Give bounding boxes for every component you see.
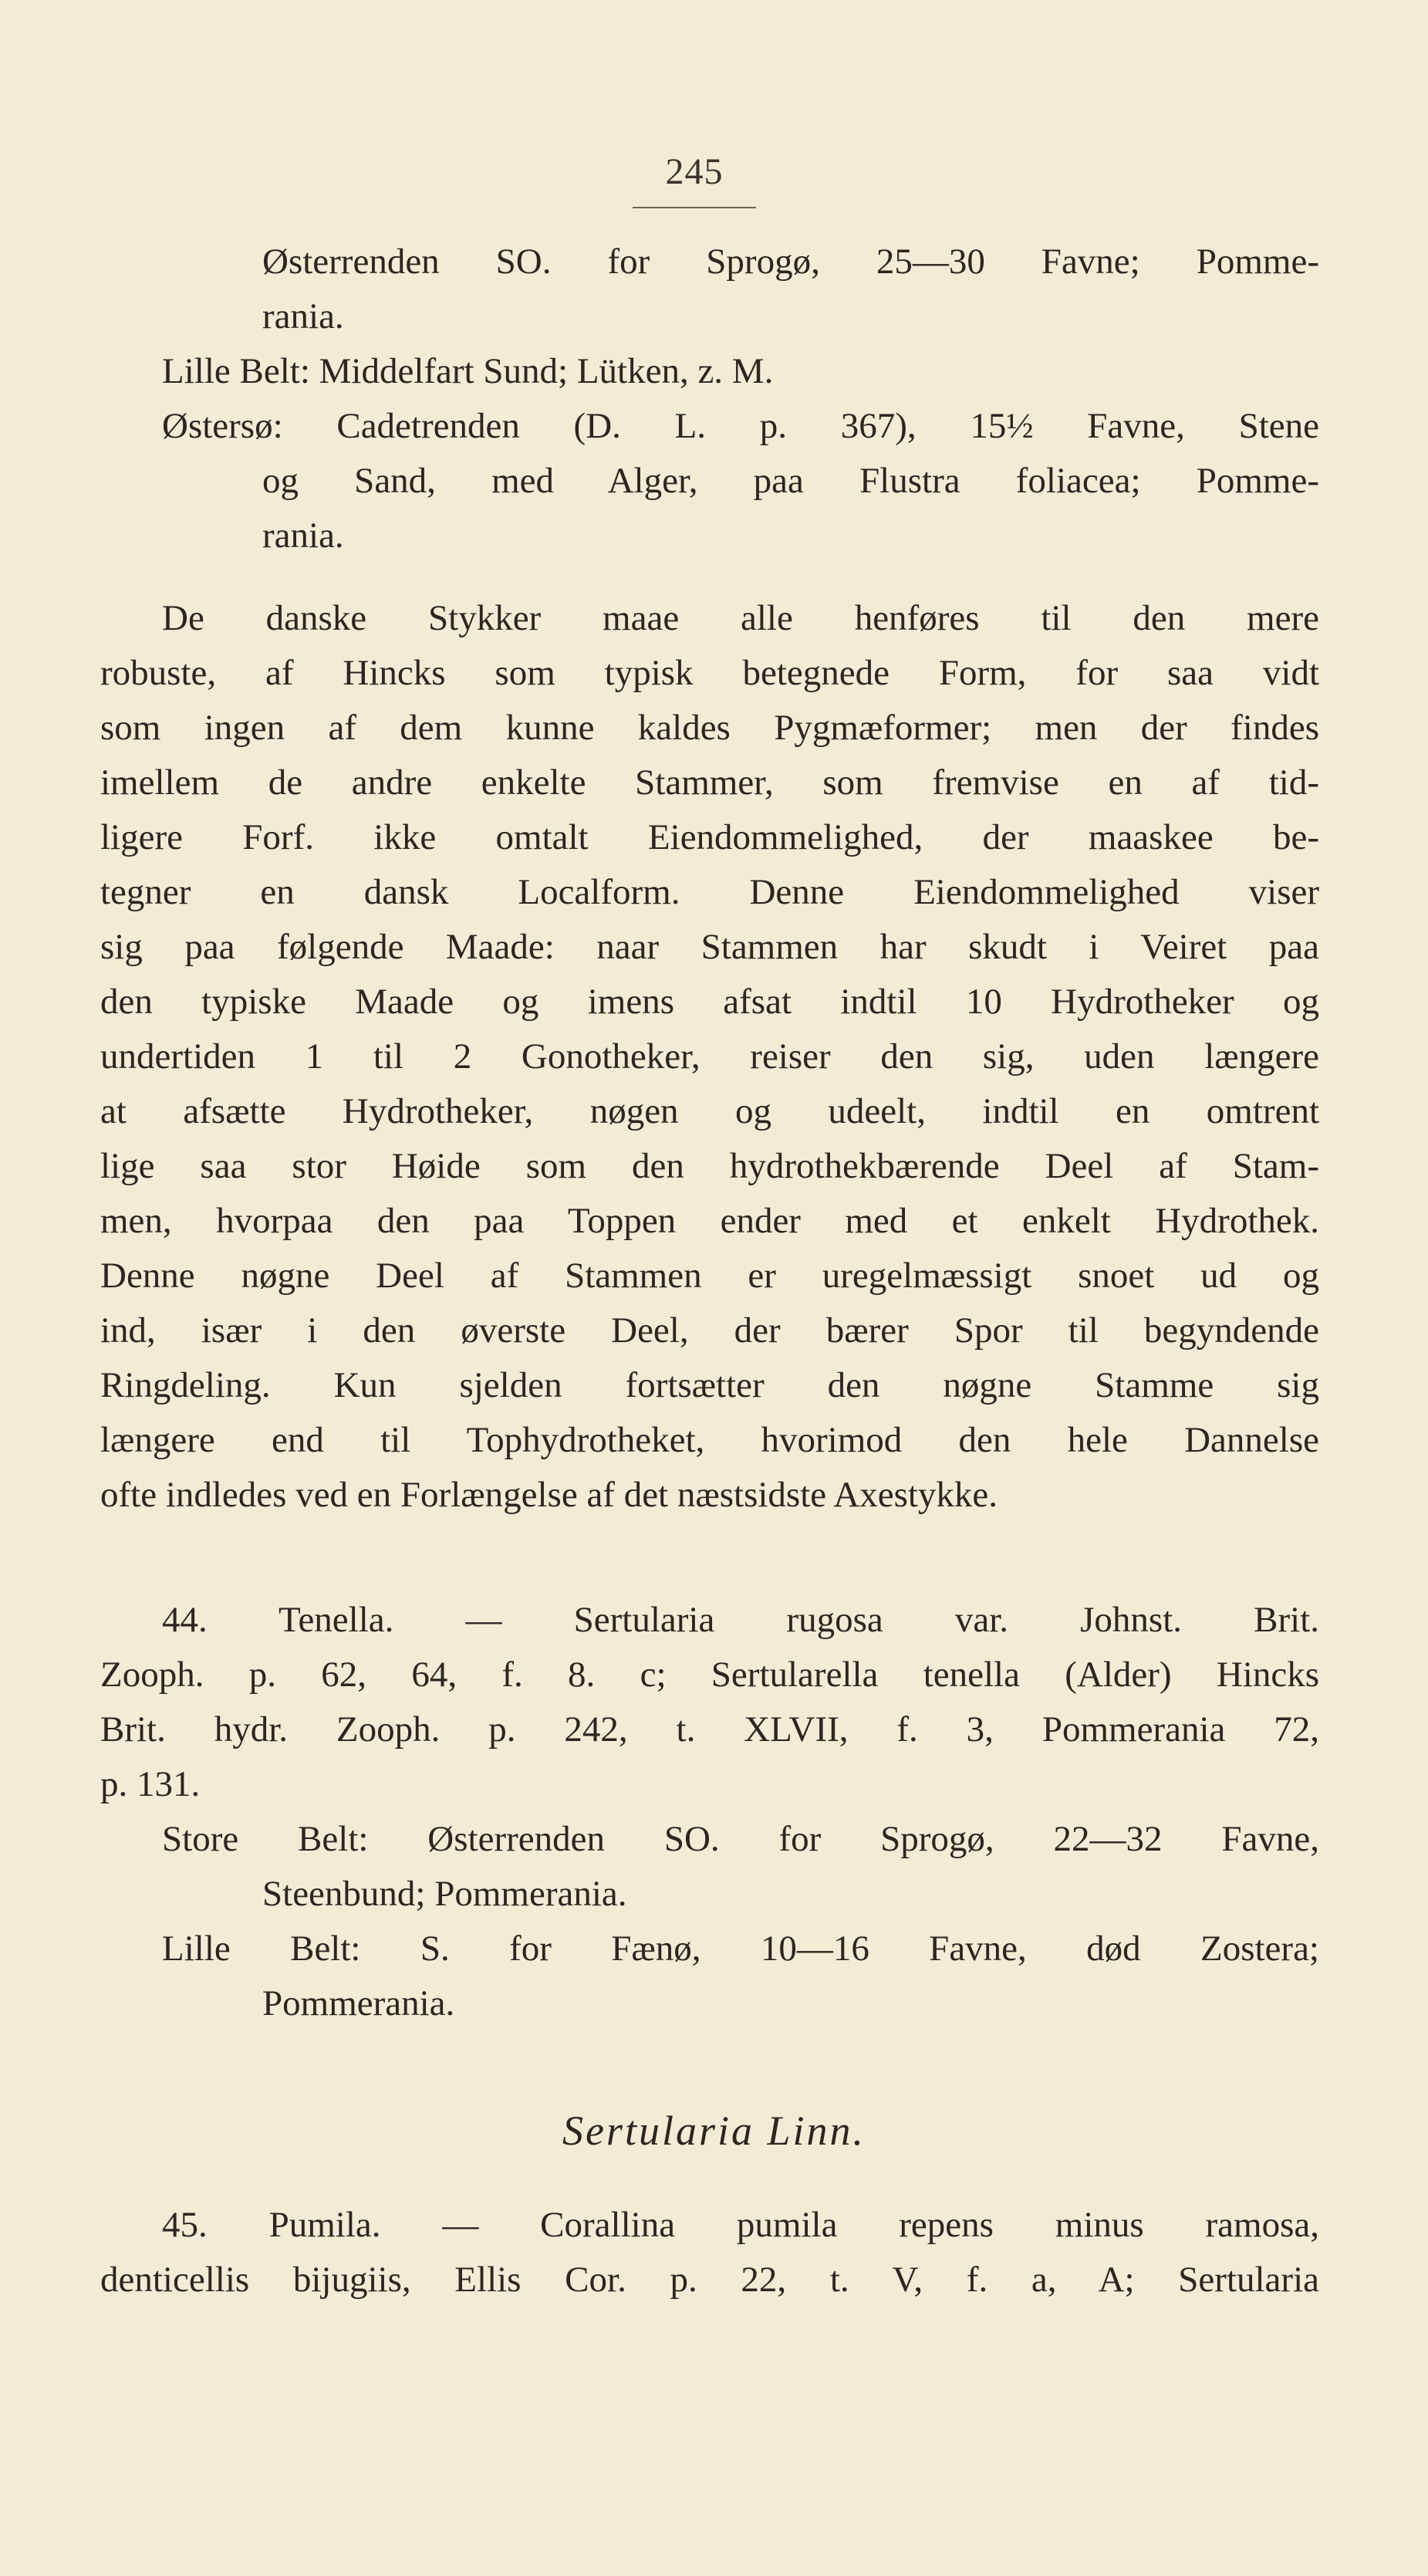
text-line: rania. xyxy=(262,296,344,336)
text-line: De danske Stykker maae alle henføres til den mere xyxy=(162,598,1319,638)
text-line: Zooph. p. 62, 64, f. 8. c; Sertularella tenella (Alder) Hincks xyxy=(100,1655,1319,1695)
locality-block-top xyxy=(100,235,1319,563)
text-line: ofte indledes ved en Forlængelse af det næstsidste Axestykke. xyxy=(100,1475,998,1515)
text-line: og Sand, med Alger, paa Flustra foliacea; Pomme- xyxy=(262,461,1319,501)
text-line: rania. xyxy=(262,516,344,556)
text-line: 44. Tenella. — Sertularia rugosa var. Johnst. Brit. xyxy=(162,1600,1319,1640)
text-line: Lille Belt: S. for Fænø, 10—16 Favne, død Zostera; xyxy=(162,1929,1319,1969)
body-paragraph xyxy=(100,591,1319,1523)
text-line: men, hvorpaa den paa Toppen ender med et enkelt Hydrothek. xyxy=(100,1201,1319,1241)
text-line: p. 131. xyxy=(100,1764,201,1804)
text-line: den typiske Maade og imens afsat indtil 10 Hydrotheker og xyxy=(100,982,1319,1022)
species-entry-45 xyxy=(100,2198,1319,2307)
text-line: længere end til Tophydrotheket, hvorimod den hele Dannelse xyxy=(100,1420,1319,1460)
species-entry-44-localities xyxy=(100,1812,1319,2031)
text-line: Store Belt: Østerrenden SO. for Sprogø, 22—32 Favne, xyxy=(162,1819,1319,1859)
text-line: ind, især i den øverste Deel, der bærer Spor til begyndende xyxy=(100,1310,1319,1351)
text-line: Brit. hydr. Zooph. p. 242, t. XLVII, f. 3, Pommerania 72, xyxy=(100,1709,1319,1749)
species-entry-44 xyxy=(100,1593,1319,1812)
text-line: Pommerania. xyxy=(262,1983,455,2023)
text-line: imellem de andre enkelte Stammer, som fremvise en af tid- xyxy=(100,762,1319,803)
text-line: Ringdeling. Kun sjelden fortsætter den nøgne Stamme sig xyxy=(100,1365,1319,1405)
text-line: lige saa stor Høide som den hydrothekbærende Deel af Stam- xyxy=(100,1146,1319,1186)
text-line: Østerrenden SO. for Sprogø, 25—30 Favne; Pomme- xyxy=(262,242,1319,282)
genus-heading: Sertularia Linn. xyxy=(562,2108,866,2154)
text-line: Østersø: Cadetrenden (D. L. p. 367), 15½ Favne, Stene xyxy=(162,406,1319,446)
text-line: ligere Forf. ikke omtalt Eiendommelighed, der maaskee be- xyxy=(100,817,1319,857)
text-line: undertiden 1 til 2 Gonotheker, reiser den sig, uden længere xyxy=(100,1036,1319,1077)
text-line: denticellis bijugiis, Ellis Cor. p. 22, t. V, f. a, A; Sertularia xyxy=(100,2260,1319,2300)
text-line: som ingen af dem kunne kaldes Pygmæformer; men der findes xyxy=(100,708,1319,748)
text-line: robuste, af Hincks som typisk betegnede Form, for saa vidt xyxy=(100,653,1319,693)
text-line: Denne nøgne Deel af Stammen er uregelmæssigt snoet ud og xyxy=(100,1256,1319,1296)
text-line: 45. Pumila. — Corallina pumila repens minus ramosa, xyxy=(162,2205,1319,2245)
page-number: 245 xyxy=(665,151,724,192)
text-line: tegner en dansk Localform. Denne Eiendommelighed viser xyxy=(100,872,1319,912)
text-line: Steenbund; Pommerania. xyxy=(262,1874,627,1914)
text-line: at afsætte Hydrotheker, nøgen og udeelt, indtil en omtrent xyxy=(100,1091,1319,1131)
page-number-rule xyxy=(633,207,756,208)
text-line: sig paa følgende Maade: naar Stammen har skudt i Veiret paa xyxy=(100,927,1319,967)
text-line: Lille Belt: Middelfart Sund; Lütken, z. M. xyxy=(162,351,774,391)
